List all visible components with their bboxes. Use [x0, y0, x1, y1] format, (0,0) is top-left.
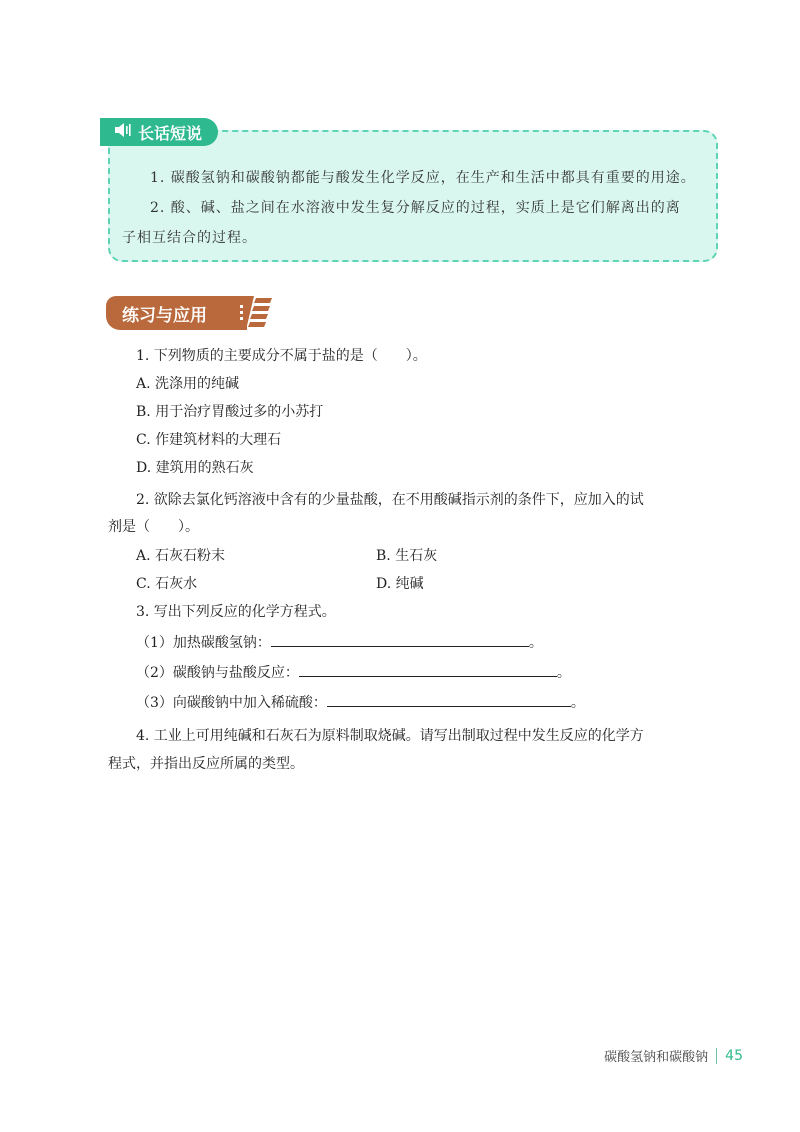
question-2-option-d: D. 纯碱	[376, 576, 424, 592]
question-3-part-1-label: （1）加热碳酸氢钠：	[136, 635, 271, 651]
answer-blank-2[interactable]	[299, 660, 557, 677]
question-3-part-2	[136, 660, 571, 685]
question-3-part-2-label: （2）碳酸钠与盐酸反应：	[136, 665, 299, 681]
summary-tag	[100, 118, 218, 146]
question-1-option-a: A. 洗涤用的纯碱	[136, 376, 240, 392]
practice-tag	[106, 296, 247, 330]
footer-chapter-title: 碳酸氢钠和碳酸钠	[604, 1050, 709, 1065]
answer-blank-3[interactable]	[327, 690, 571, 707]
question-2-line2: 剂是（ ）。	[108, 519, 199, 535]
summary-item-1: 1. 碳酸氢钠和碳酸钠都能与酸发生化学反应，在生产和生活中都具有重要的用途。	[150, 170, 696, 186]
question-1: 1. 下列物质的主要成分不属于盐的是（ ）。	[136, 348, 427, 364]
question-2-line1: 2. 欲除去氯化钙溶液中含有的少量盐酸，在不用酸碱指示剂的条件下，应加入的试	[136, 492, 644, 508]
period: 。	[556, 665, 571, 681]
question-2-option-c: C. 石灰水	[136, 576, 198, 592]
page-number: 45	[725, 1047, 743, 1064]
question-4-line2: 程式，并指出反应所属的类型。	[108, 756, 304, 772]
period: 。	[570, 695, 585, 711]
question-1-option-c: C. 作建筑材料的大理石	[136, 432, 282, 448]
question-2-option-a: A. 石灰石粉末	[136, 548, 226, 564]
practice-tag-stripes	[232, 296, 272, 330]
practice-tag-label: 练习与应用	[122, 305, 207, 326]
question-3-part-1	[136, 630, 543, 655]
speaker-icon	[114, 122, 132, 142]
question-3-part-3	[136, 690, 585, 715]
summary-item-2-line1: 2. 酸、碱、盐之间在水溶液中发生复分解反应的过程，实质上是它们解离出的离	[150, 200, 681, 216]
question-1-option-d: D. 建筑用的熟石灰	[136, 460, 254, 476]
question-3: 3. 写出下列反应的化学方程式。	[136, 604, 336, 620]
question-3-part-3-label: （3）向碳酸钠中加入稀硫酸：	[136, 695, 327, 711]
footer-divider	[716, 1048, 717, 1064]
page-footer	[604, 1046, 743, 1065]
question-2-option-b: B. 生石灰	[376, 548, 438, 564]
summary-item-2-line2: 子相互结合的过程。	[122, 230, 257, 246]
answer-blank-1[interactable]	[271, 630, 529, 647]
period: 。	[528, 635, 543, 651]
question-4-line1: 4. 工业上可用纯碱和石灰石为原料制取烧碱。请写出制取过程中发生反应的化学方	[136, 728, 644, 744]
question-1-option-b: B. 用于治疗胃酸过多的小苏打	[136, 404, 324, 420]
summary-tag-label: 长话短说	[138, 123, 203, 143]
